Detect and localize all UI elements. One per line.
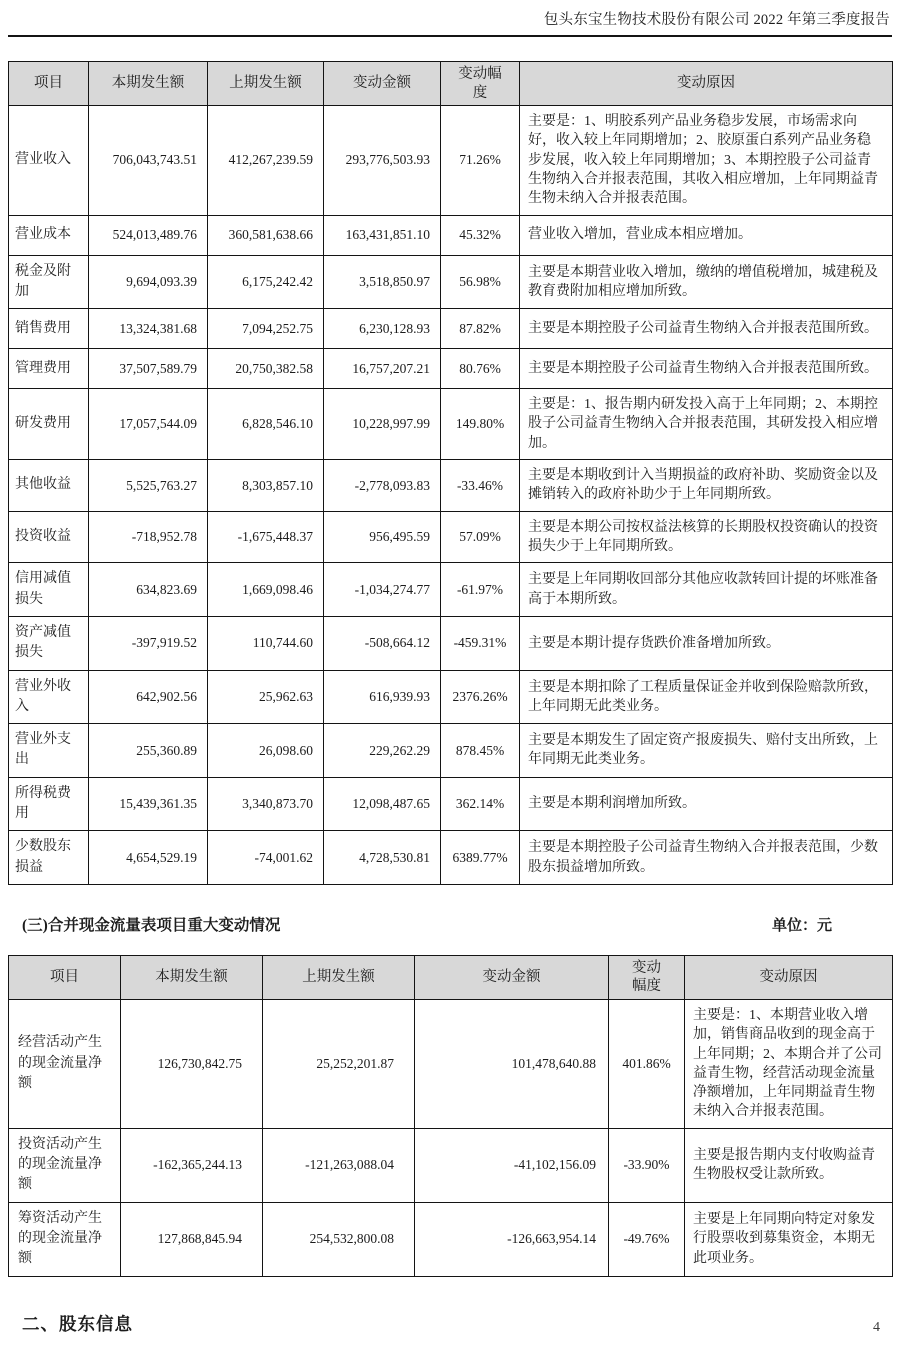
table-row xyxy=(9,1202,893,1276)
current-amount-cell: -162,365,244.13 xyxy=(121,1128,263,1202)
col-header-change: 变动金额 xyxy=(324,62,441,106)
item-cell: 销售费用 xyxy=(9,309,89,349)
change-pct-cell: -49.76% xyxy=(609,1202,685,1276)
change-amount-cell: 616,939.93 xyxy=(324,670,441,724)
item-cell: 投资活动产生的现金流量净额 xyxy=(9,1128,121,1202)
table-row xyxy=(9,309,893,349)
col-header-prior: 上期发生额 xyxy=(208,62,324,106)
prior-amount-cell: 7,094,252.75 xyxy=(208,309,324,349)
table-row xyxy=(9,1128,893,1202)
prior-amount-cell: -1,675,448.37 xyxy=(208,511,324,563)
cashflow-section-title: (三)合并现金流量表项目重大变动情况 xyxy=(22,916,281,934)
current-amount-cell: 5,525,763.27 xyxy=(89,460,208,512)
reason-cell: 主要是：1、报告期内研发投入高于上年同期；2、本期控股子公司益青生物纳入合并报表范围，其研发投入相应增加。 xyxy=(520,389,893,460)
change-pct-cell: 56.98% xyxy=(441,255,520,309)
table-row xyxy=(9,349,893,389)
item-cell: 管理费用 xyxy=(9,349,89,389)
reason-cell: 主要是上年同期向特定对象发行股票收到募集资金，本期无此项业务。 xyxy=(685,1202,893,1276)
prior-amount-cell: 110,744.60 xyxy=(208,616,324,670)
change-pct-cell: 45.32% xyxy=(441,215,520,255)
document-running-header: 包头东宝生物技术股份有限公司 2022 年第三季度报告 xyxy=(8,6,892,37)
reason-cell: 主要是本期扣除了工程质量保证金并收到保险赔款所致，上年同期无此类业务。 xyxy=(520,670,893,724)
change-amount-cell: -1,034,274.77 xyxy=(324,563,441,617)
item-cell: 营业外支出 xyxy=(9,724,89,778)
change-amount-cell: 16,757,207.21 xyxy=(324,349,441,389)
current-amount-cell: 524,013,489.76 xyxy=(89,215,208,255)
prior-amount-cell: -121,263,088.04 xyxy=(263,1128,415,1202)
col-header-current: 本期发生额 xyxy=(121,955,263,999)
income-statement-change-table xyxy=(8,61,893,885)
table-header-row xyxy=(9,62,893,106)
change-amount-cell: -126,663,954.14 xyxy=(415,1202,609,1276)
table-row xyxy=(9,460,893,512)
prior-amount-cell: 20,750,382.58 xyxy=(208,349,324,389)
prior-amount-cell: 25,962.63 xyxy=(208,670,324,724)
current-amount-cell: 37,507,589.79 xyxy=(89,349,208,389)
change-pct-cell: 149.80% xyxy=(441,389,520,460)
current-amount-cell: 642,902.56 xyxy=(89,670,208,724)
col-header-reason: 变动原因 xyxy=(685,955,893,999)
reason-cell: 主要是报告期内支付收购益青生物股权受让款所致。 xyxy=(685,1128,893,1202)
current-amount-cell: 15,439,361.35 xyxy=(89,777,208,831)
item-cell: 营业外收入 xyxy=(9,670,89,724)
unit-label: 单位：元 xyxy=(771,917,832,934)
table-row xyxy=(9,616,893,670)
reason-cell: 主要是：1、本期营业收入增加，销售商品收到的现金高于上年同期；2、本期合并了公司益青生物，经营活动现金流量净额增加，上年同期益青生物未纳入合并报表范围。 xyxy=(685,999,893,1128)
item-cell: 所得税费用 xyxy=(9,777,89,831)
table-row xyxy=(9,777,893,831)
shareholder-section-title: 二、股东信息 xyxy=(22,1313,133,1334)
prior-amount-cell: 412,267,239.59 xyxy=(208,106,324,216)
reason-cell: 主要是上年同期收回部分其他应收款转回计提的坏账准备高于本期所致。 xyxy=(520,563,893,617)
table-header-row xyxy=(9,955,893,999)
col-header-pct: 变动幅度 xyxy=(609,955,685,999)
col-header-item: 项目 xyxy=(9,955,121,999)
col-header-reason: 变动原因 xyxy=(520,62,893,106)
reason-cell: 主要是本期控股子公司益青生物纳入合并报表范围所致。 xyxy=(520,309,893,349)
current-amount-cell: -718,952.78 xyxy=(89,511,208,563)
prior-amount-cell: 26,098.60 xyxy=(208,724,324,778)
item-cell: 经营活动产生的现金流量净额 xyxy=(9,999,121,1128)
reason-cell: 主要是本期计提存货跌价准备增加所致。 xyxy=(520,616,893,670)
change-amount-cell: 6,230,128.93 xyxy=(324,309,441,349)
change-pct-cell: 71.26% xyxy=(441,106,520,216)
item-cell: 少数股东损益 xyxy=(9,831,89,885)
prior-amount-cell: 254,532,800.08 xyxy=(263,1202,415,1276)
change-pct-cell: 401.86% xyxy=(609,999,685,1128)
change-amount-cell: 4,728,530.81 xyxy=(324,831,441,885)
income-table-header xyxy=(9,62,893,106)
cashflow-table-header xyxy=(9,955,893,999)
item-cell: 其他收益 xyxy=(9,460,89,512)
change-amount-cell: 3,518,850.97 xyxy=(324,255,441,309)
change-pct-cell: -459.31% xyxy=(441,616,520,670)
prior-amount-cell: 3,340,873.70 xyxy=(208,777,324,831)
item-cell: 投资收益 xyxy=(9,511,89,563)
reason-cell: 主要是本期公司按权益法核算的长期股权投资确认的投资损失少于上年同期所致。 xyxy=(520,511,893,563)
change-pct-cell: 2376.26% xyxy=(441,670,520,724)
prior-amount-cell: 1,669,098.46 xyxy=(208,563,324,617)
col-header-item: 项目 xyxy=(9,62,89,106)
item-cell: 筹资活动产生的现金流量净额 xyxy=(9,1202,121,1276)
cashflow-section-line xyxy=(8,913,892,935)
table-row xyxy=(9,999,893,1128)
col-header-pct: 变动幅度 xyxy=(441,62,520,106)
reason-cell: 主要是本期控股子公司益青生物纳入合并报表范围，少数股东损益增加所致。 xyxy=(520,831,893,885)
table-row xyxy=(9,724,893,778)
cashflow-change-table xyxy=(8,955,893,1277)
table-row xyxy=(9,255,893,309)
change-pct-cell: 6389.77% xyxy=(441,831,520,885)
change-amount-cell: 10,228,997.99 xyxy=(324,389,441,460)
current-amount-cell: 126,730,842.75 xyxy=(121,999,263,1128)
reason-cell: 主要是本期收到计入当期损益的政府补助、奖励资金以及摊销转入的政府补助少于上年同期所致。 xyxy=(520,460,893,512)
change-pct-cell: 362.14% xyxy=(441,777,520,831)
change-amount-cell: 229,262.29 xyxy=(324,724,441,778)
current-amount-cell: 13,324,381.68 xyxy=(89,309,208,349)
prior-amount-cell: -74,001.62 xyxy=(208,831,324,885)
current-amount-cell: 9,694,093.39 xyxy=(89,255,208,309)
current-amount-cell: 706,043,743.51 xyxy=(89,106,208,216)
change-amount-cell: 101,478,640.88 xyxy=(415,999,609,1128)
table-row xyxy=(9,106,893,216)
change-pct-cell: 878.45% xyxy=(441,724,520,778)
col-header-current: 本期发生额 xyxy=(89,62,208,106)
table-row xyxy=(9,670,893,724)
change-pct-cell: 80.76% xyxy=(441,349,520,389)
item-cell: 研发费用 xyxy=(9,389,89,460)
table-row xyxy=(9,389,893,460)
current-amount-cell: 127,868,845.94 xyxy=(121,1202,263,1276)
prior-amount-cell: 25,252,201.87 xyxy=(263,999,415,1128)
current-amount-cell: 4,654,529.19 xyxy=(89,831,208,885)
change-pct-cell: -61.97% xyxy=(441,563,520,617)
change-amount-cell: -2,778,093.83 xyxy=(324,460,441,512)
cashflow-table-body xyxy=(9,999,893,1276)
reason-cell: 主要是本期控股子公司益青生物纳入合并报表范围所致。 xyxy=(520,349,893,389)
table-row xyxy=(9,511,893,563)
change-amount-cell: 956,495.59 xyxy=(324,511,441,563)
item-cell: 营业成本 xyxy=(9,215,89,255)
current-amount-cell: -397,919.52 xyxy=(89,616,208,670)
current-amount-cell: 255,360.89 xyxy=(89,724,208,778)
page-number: 4 xyxy=(873,1320,880,1335)
item-cell: 资产减值损失 xyxy=(9,616,89,670)
item-cell: 税金及附加 xyxy=(9,255,89,309)
item-cell: 营业收入 xyxy=(9,106,89,216)
current-amount-cell: 17,057,544.09 xyxy=(89,389,208,460)
change-amount-cell: 293,776,503.93 xyxy=(324,106,441,216)
col-header-change: 变动金额 xyxy=(415,955,609,999)
reason-cell: 主要是本期发生了固定资产报废损失、赔付支出所致，上年同期无此类业务。 xyxy=(520,724,893,778)
income-table-body xyxy=(9,106,893,885)
prior-amount-cell: 6,828,546.10 xyxy=(208,389,324,460)
reason-cell: 主要是本期营业收入增加，缴纳的增值税增加，城建税及教育费附加相应增加所致。 xyxy=(520,255,893,309)
current-amount-cell: 634,823.69 xyxy=(89,563,208,617)
change-pct-cell: 57.09% xyxy=(441,511,520,563)
col-header-prior: 上期发生额 xyxy=(263,955,415,999)
change-pct-cell: -33.90% xyxy=(609,1128,685,1202)
item-cell: 信用减值损失 xyxy=(9,563,89,617)
table-row xyxy=(9,563,893,617)
change-amount-cell: 12,098,487.65 xyxy=(324,777,441,831)
reason-cell: 营业收入增加，营业成本相应增加。 xyxy=(520,215,893,255)
prior-amount-cell: 360,581,638.66 xyxy=(208,215,324,255)
reason-cell: 主要是本期利润增加所致。 xyxy=(520,777,893,831)
change-amount-cell: -41,102,156.09 xyxy=(415,1128,609,1202)
change-amount-cell: 163,431,851.10 xyxy=(324,215,441,255)
change-pct-cell: -33.46% xyxy=(441,460,520,512)
table-row xyxy=(9,215,893,255)
change-amount-cell: -508,664.12 xyxy=(324,616,441,670)
reason-cell: 主要是：1、明胶系列产品业务稳步发展，市场需求向好，收入较上年同期增加；2、胶原蛋白系列产品业务稳步发展，收入较上年同期增加；3、本期控股子公司益青生物纳入合并报表范围，其收入相应增加，上年同期益青生物未纳入合并报表范围。 xyxy=(520,106,893,216)
prior-amount-cell: 8,303,857.10 xyxy=(208,460,324,512)
change-pct-cell: 87.82% xyxy=(441,309,520,349)
table-row xyxy=(9,831,893,885)
prior-amount-cell: 6,175,242.42 xyxy=(208,255,324,309)
